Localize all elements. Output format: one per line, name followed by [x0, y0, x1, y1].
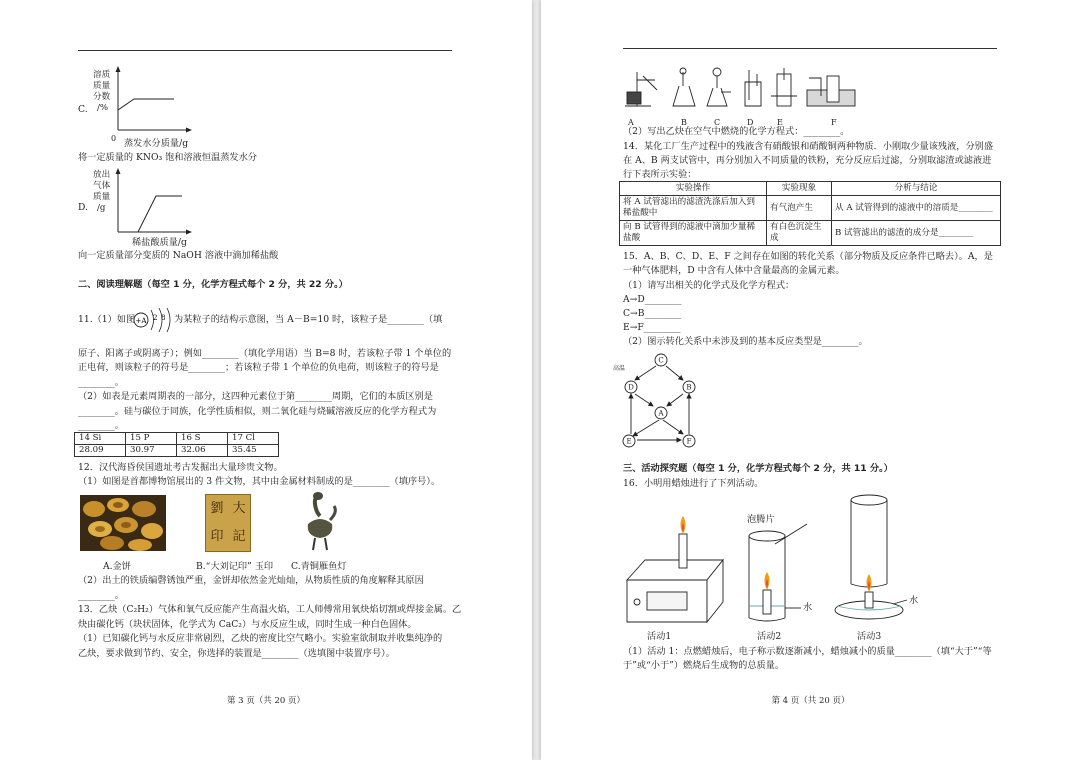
row2-operation: 向 B 试管得到的滤液中滴加少量稀盐酸 — [620, 221, 767, 246]
q13-line4: 乙炔，要求做到节约、安全，你选择的装置是________（选填图中装置序号）。 — [78, 648, 395, 659]
periodic-cell: 35.45 — [228, 445, 279, 457]
label-effervescent-tablet: 泡腾片 — [747, 514, 775, 525]
graph-c-ylabel-2: 质量 — [93, 81, 111, 91]
header-rule — [623, 48, 997, 49]
activity-2-illustration — [747, 528, 827, 624]
periodic-table-fragment — [74, 432, 279, 457]
apparatus-label-f: F — [831, 118, 837, 127]
atom-center-label: +A — [135, 317, 147, 325]
periodic-row-symbols — [75, 433, 279, 445]
activity-2-label: 活动2 — [757, 631, 782, 642]
graph-d-ylabel-2: 气体 — [93, 181, 111, 191]
arrow-note: 高温 — [612, 365, 626, 372]
section-2-heading: 二、阅读理解题（每空 1 分，化学方程式每个 2 分，共 22 分。） — [78, 279, 348, 290]
periodic-cell: 30.97 — [126, 445, 177, 457]
graph-d-caption: 向一定质量部分变质的 NaOH 溶液中滴加稀盐酸 — [78, 250, 279, 261]
q15-eq-ef: E→F________ — [623, 322, 681, 333]
q13-line1: 13．乙炔（C₂H₂）气体和氧气反应能产生高温火焰，工人师傅常用氧炔焰切割或焊接金属。乙 — [78, 604, 462, 615]
graph-c-ylabel-4: /% — [97, 103, 109, 113]
lab-apparatus-diagram — [621, 66, 861, 116]
node-f: F — [686, 437, 692, 446]
header-phenomenon: 实验现象 — [767, 182, 832, 196]
page-number-4: 第 4 页（共 20 页） — [771, 696, 850, 706]
q12-line1: 12．汉代海昏侯国遗址考古发掘出大量珍贵文物。 — [78, 462, 283, 473]
q11-line1-a: 11.（1）如图 — [78, 314, 136, 325]
graph-c-caption: 将一定质量的 KNO₃ 饱和溶液恒温蒸发水分 — [78, 152, 257, 163]
row2-conclusion: B 试管滤出的滤渣的成分是________ — [832, 221, 1001, 246]
row1-conclusion: 从 A 试管得到的滤液中的溶质是________ — [832, 196, 1001, 221]
periodic-cell: 32.06 — [177, 445, 228, 457]
graph-d-plot — [112, 168, 192, 234]
q14-line1: 14．某化工厂生产过程中的残液含有硝酸银和硝酸铜两种物质．小刚取少量该残液，分别盛 — [623, 141, 994, 152]
jade-seal-image — [205, 494, 251, 552]
graph-c-xlabel: 蒸发水分质量/g — [124, 138, 189, 149]
q11-line6: ________。硅与碳位于同族，化学性质相似，则二氧化硅与烧碱溶液反应的化学方程式为 — [78, 406, 437, 417]
graph-d-xlabel: 稀盐酸质量/g — [132, 237, 187, 248]
apparatus-label-d: D — [747, 118, 754, 127]
section-3-heading: 三、活动探究题（每空 1 分，化学方程式每个 2 分，共 11 分。） — [623, 463, 893, 474]
label-water-3: 水 — [909, 595, 919, 606]
graph-d-ylabel-4: /g — [97, 203, 106, 213]
table-row — [620, 196, 1001, 221]
caption-c: C.青铜雁鱼灯 — [291, 561, 347, 572]
q11-line4: ________。 — [78, 377, 124, 388]
periodic-cell: 17 Cl — [228, 433, 279, 445]
option-c-letter: C. — [78, 104, 88, 115]
q15-line3: （1）请写出相关的化学式及化学方程式： — [623, 280, 795, 291]
conversion-diagram — [612, 354, 701, 448]
q15-line1: 15．A、B、C、D、E、F 之间存在如图的转化关系（部分物质及反应条件已略去）。A，是 — [623, 251, 993, 262]
graph-d-ylabel-3: 质量 — [93, 192, 111, 202]
graph-d-ylabel-1: 放出 — [93, 170, 111, 180]
gold-cakes-image — [80, 495, 166, 551]
q15-line2: 一种气体肥料，D 中含有人体中含量最高的金属元素。 — [623, 265, 845, 276]
activity-1-illustration — [627, 530, 727, 624]
node-b: B — [686, 383, 692, 392]
q15-line4: （2）图示转化关系中未涉及到的基本反应类型是________。 — [623, 336, 868, 347]
caption-a: A.金饼 — [103, 561, 131, 572]
q13-part2: （2）写出乙炔在空气中燃烧的化学方程式：________。 — [623, 126, 850, 137]
row2-phenomenon: 有白色沉淀生成 — [767, 221, 832, 246]
atom-shell-2: 8 — [161, 314, 166, 322]
atom-shell-1: 2 — [153, 314, 158, 322]
node-e: E — [626, 437, 632, 446]
periodic-cell: 16 S — [177, 433, 228, 445]
q12-line2: （1）如图是首都博物馆展出的 3 件文物，其中由金属材料制成的是________（填序号）。 — [78, 476, 441, 487]
q13-line3: （1）已知碳化钙与水反应非常剧烈，乙炔的密度比空气略小。实验室欲制取并收集纯净的 — [78, 633, 443, 644]
graph-c-origin: 0 — [111, 134, 117, 143]
q11-line1-b: 为某粒子的结构示意图，当 A－B=10 时，该粒子是________（填 — [174, 314, 443, 325]
header-conclusion: 分析与结论 — [832, 182, 1001, 196]
row1-operation: 将 A 试管滤出的滤渣洗涤后加入到稀盐酸中 — [620, 196, 767, 221]
experiment-table — [619, 181, 1001, 246]
q14-line3: 行下表所示实验： — [623, 169, 697, 180]
node-a: A — [658, 409, 664, 418]
caption-b: B.“大刘记印” 玉印 — [196, 561, 274, 572]
header-rule — [78, 50, 452, 51]
q11-line3: 正电荷，则该粒子的符号是________；若该粒子带 1 个单位的负电荷，则该粒子的符号是 — [78, 362, 439, 373]
q11-line7: ________。 — [78, 420, 124, 431]
q15-eq-ad: A→D________ — [623, 294, 682, 305]
node-d: D — [628, 383, 634, 392]
graph-c-plot — [112, 66, 192, 132]
q12-line3: （2）出土的铁质编磬锈蚀严重，金饼却依然金光灿灿，从物质性质的角度解释其原因 — [78, 575, 424, 586]
apparatus-label-a: A — [628, 118, 634, 127]
node-c: C — [658, 356, 664, 365]
periodic-cell: 28.09 — [75, 445, 126, 457]
seal-char: 記 — [232, 529, 246, 544]
q11-line5: （2）如表是元素周期表的一部分，这四种元素位于第________周期，它们的本质区别是 — [78, 391, 433, 402]
apparatus-label-c: C — [714, 118, 721, 127]
exam-page-3 — [0, 0, 532, 760]
row1-phenomenon: 有气泡产生 — [767, 196, 832, 221]
q16-line3: 于”或“小于”）燃烧后生成物的总质量。 — [623, 660, 785, 671]
seal-char: 劉 — [210, 501, 224, 516]
apparatus-label-b: B — [681, 118, 687, 127]
periodic-cell: 14 Si — [75, 433, 126, 445]
header-operation: 实验操作 — [620, 182, 767, 196]
periodic-row-masses — [75, 445, 279, 457]
activity-1-label: 活动1 — [647, 631, 672, 642]
apparatus-label-e: E — [777, 118, 783, 127]
graph-c-ylabel-1: 溶质 — [93, 70, 111, 80]
q16-line1: 16．小明用蜡烛进行了下列活动。 — [623, 478, 764, 489]
q15-eq-cb: C→B________ — [623, 308, 682, 319]
option-d-letter: D. — [78, 202, 88, 213]
seal-char: 大 — [232, 501, 246, 516]
periodic-cell: 15 P — [126, 433, 177, 445]
q16-line2: （1）活动 1：点燃蜡烛后，电子称示数逐渐减小，蜡烛减小的质量________（填“大于”“等 — [623, 646, 992, 657]
graph-c-ylabel-3: 分数 — [93, 92, 111, 102]
page-number-3: 第 3 页（共 20 页） — [226, 696, 306, 706]
q14-line2: 在 A、B 两支试管中，再分别加入不同质量的铁粉，充分反应后过滤，分别取滤渣或滤液进 — [623, 155, 992, 166]
activity-3-label: 活动3 — [857, 631, 882, 642]
q12-line4: ________。 — [78, 590, 124, 601]
exam-page-4 — [541, 0, 1080, 760]
activity-3-illustration — [831, 492, 931, 632]
seal-char: 印 — [210, 529, 224, 544]
experiment-table-header — [620, 182, 1001, 196]
label-water-2: 水 — [803, 602, 813, 613]
table-row — [620, 221, 1001, 246]
q11-line2: 原子、阳离子或阴离子）；例如________（填化学用语）当 B=8 时，若该粒子带 1 个单位的 — [78, 348, 452, 359]
bronze-goose-lamp-image — [300, 490, 340, 552]
atom-structure-diagram — [132, 304, 178, 334]
q13-line2: 炔由碳化钙（块状固体，化学式为 CaC₂）与水反应生成，同时生成一种白色固体。 — [78, 619, 417, 630]
